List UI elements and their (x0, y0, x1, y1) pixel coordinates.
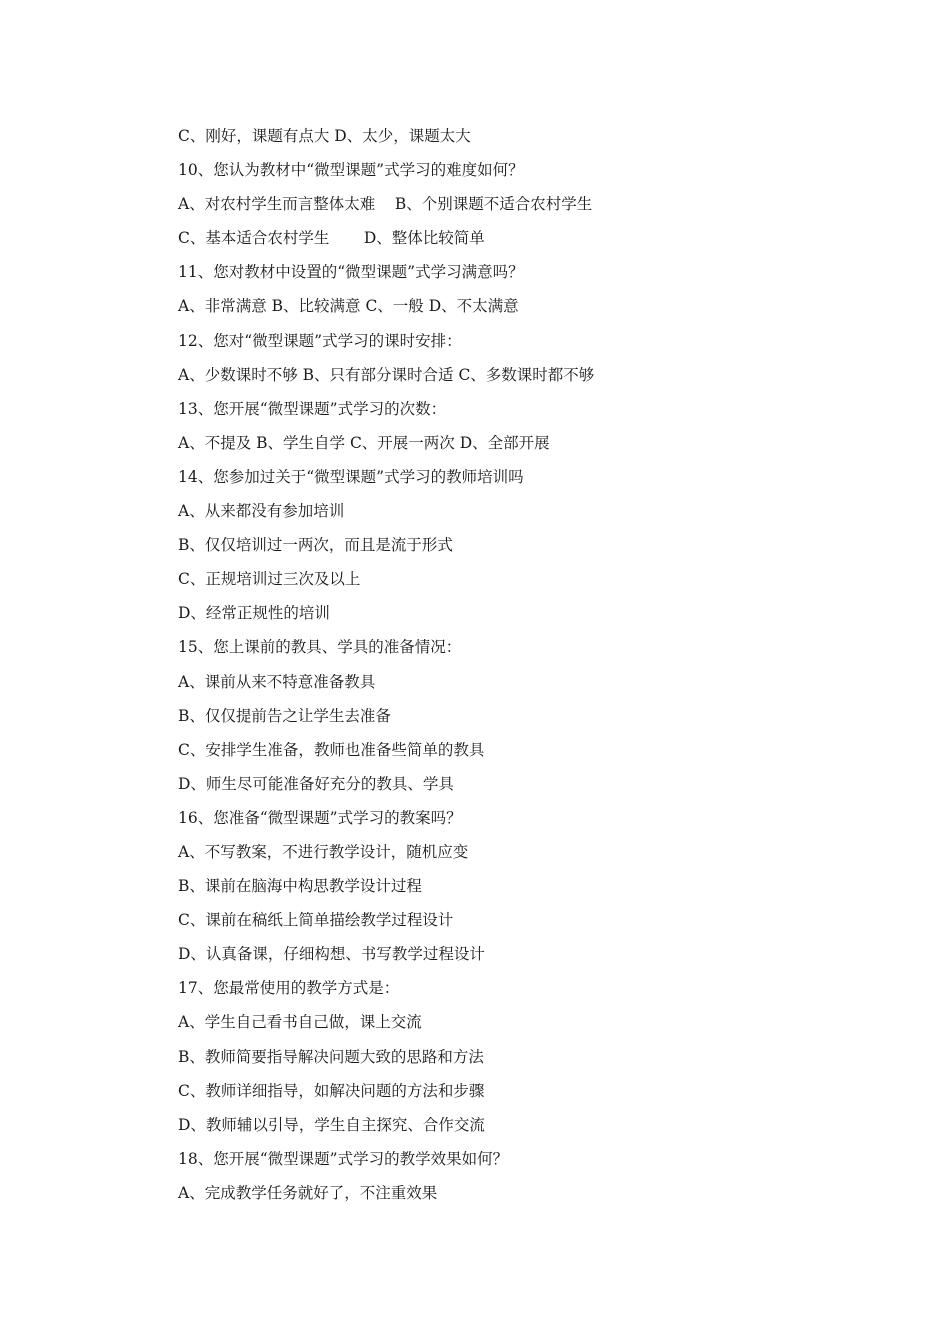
text-line: D、师生尽可能准备好充分的教具、学具 (178, 774, 454, 793)
text-line: A、课前从来不特意准备教具 (178, 672, 376, 691)
document-body (178, 122, 878, 1213)
text-line: A、完成教学任务就好了，不注重效果 (178, 1183, 438, 1202)
text-line: A、不写教案，不进行教学设计，随机应变 (178, 842, 469, 861)
text-line: D、经常正规性的培训 (178, 604, 330, 623)
question-18: 18、您开展“微型课题”式学习的教学效果如何？ (178, 1149, 509, 1168)
question-12: 12、您对“微型课题”式学习的课时安排： (178, 331, 462, 350)
text-line: A、学生自己看书自己做，课上交流 (178, 1013, 422, 1032)
text-line: A、少数课时不够 B、只有部分课时合适 C、多数课时都不够 (178, 365, 595, 384)
text-line: C、安排学生准备，教师也准备些简单的教具 (178, 740, 485, 759)
text-line: A、对农村学生而言整体太难 B、个别课题不适合农村学生 (178, 195, 593, 214)
question-17: 17、您最常使用的教学方式是： (178, 979, 400, 998)
text-line: C、教师详细指导，如解决问题的方法和步骤 (178, 1081, 485, 1100)
text-line: D、认真备课，仔细构想、书写教学过程设计 (178, 945, 485, 964)
text-line: C、刚好，课题有点大 D、太少，课题太大 (178, 127, 471, 145)
text-line: C、正规培训过三次及以上 (178, 570, 361, 589)
text-line: B、课前在脑海中构思教学设计过程 (178, 877, 422, 896)
question-10: 10、您认为教材中“微型课题”式学习的难度如何？ (178, 161, 524, 180)
text-line: A、从来都没有参加培训 (178, 502, 345, 521)
text-line: B、教师简要指导解决问题大致的思路和方法 (178, 1047, 484, 1066)
question-15: 15、您上课前的教具、学具的准备情况： (178, 638, 462, 657)
text-line: C、课前在稿纸上简单描绘教学过程设计 (178, 911, 454, 930)
text-line: C、基本适合农村学生 D、整体比较简单 (178, 229, 485, 248)
text-line: A、不提及 B、学生自学 C、开展一两次 D、全部开展 (178, 433, 550, 452)
text-line: A、非常满意 B、比较满意 C、一般 D、不太满意 (178, 297, 519, 316)
text-line: B、仅仅培训过一两次，而且是流于形式 (178, 536, 453, 555)
question-13: 13、您开展“微型课题”式学习的次数： (178, 399, 447, 418)
text-line: B、仅仅提前告之让学生去准备 (178, 706, 391, 725)
text-line: D、教师辅以引导，学生自主探究、合作交流 (178, 1115, 485, 1134)
question-14: 14、您参加过关于“微型课题”式学习的教师培训吗 (178, 467, 524, 486)
question-16: 16、您准备“微型课题”式学习的教案吗？ (178, 808, 462, 827)
question-11: 11、您对教材中设置的“微型课题”式学习满意吗？ (178, 263, 524, 282)
